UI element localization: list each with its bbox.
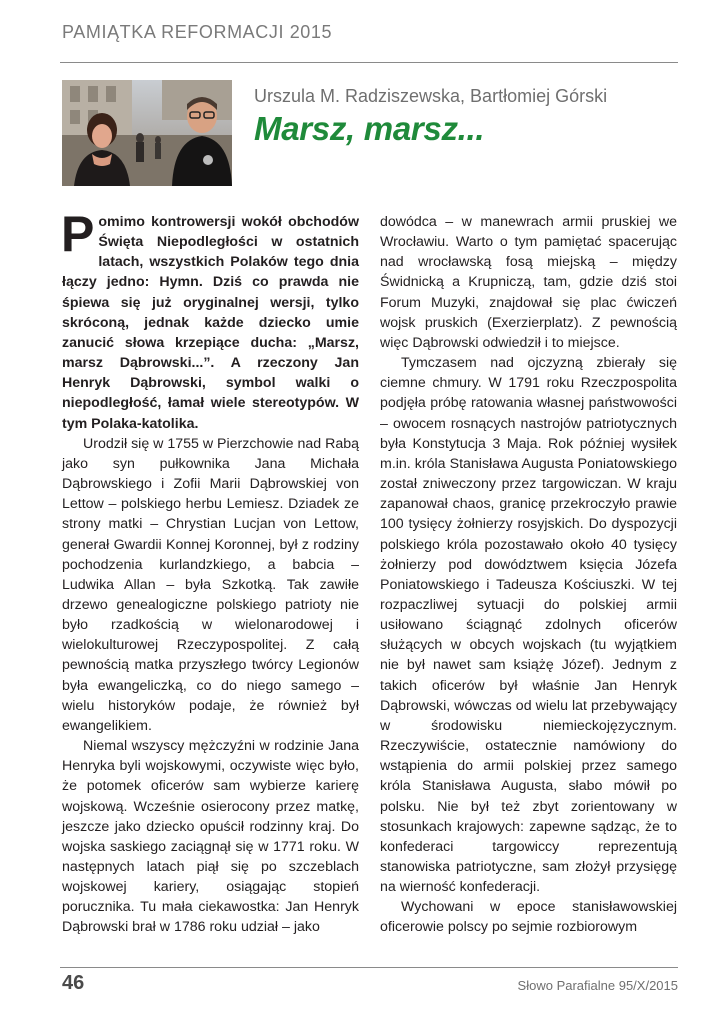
lead-paragraph: [61, 206, 359, 434]
body-paragraph: Tymczasem nad ojczyzną zbierały się ciemne chmury. W 1791 roku Rzeczpospolita podjęła próbę ratowania własnej państwowości – owocem rosnących nastrojów patriotycznych była Konstytucja 3 Maja. Rok później wysiłek m.in. króla Stanisława Augusta Poniatowskiego został zniweczony przez targowiczan. W kraju zapanował chaos, granicę przekroczyło prawie 100 tysięcy żołnierzy rosyjskich. Do dyspozycji polskiego króla pozostawało około 40 tysięcy żołnierzy pod dowództwem księcia Józefa Poniatowskiego i Tadeusza Kościuszki. W tej rozpaczliwej sytuacji do polskiej armii usiłowano ściągnąć zdolnych oficerów służących w obcych wojskach (tu wyjątkiem nie był nawet sam książę Józef). Jednym z takich oficerów był właśnie Jan Henryk Dąbrowski, wówczas od wielu lat przebywający w środowisku niemieckojęzycznym. Rzeczywiście, ostatecznie namówiony do wstąpienia do armii polskiej przez samego króla Stanisława Augusta, słabo mówił po polsku. Nie był też zbyt zorientowany w stosunkach krajowych: zapewne sądząc, że to konfederaci targowiccy reprezentują stanowiska patriotyczne, sam złożył przysięgę na wierność konfederacji.: [380, 355, 677, 896]
authors-photo: [62, 80, 232, 186]
lead-text: omimo kontrowersji wokół obchodów Święta Niepodległości w ostatnich latach, wszystkich Polaków tego dnia łączy jedno: Hymn. Dziś co prawda nie śpiewa się już oryginalnej wersji, tylko skróconą, jednak każde dziecko umie zanucić słowa krzepiące ducha: „Marsz, marsz Dąbrowski...”. A rzeczony Jan Henryk Dąbrowski, symbol walki o niepodległość, łamał wiele stereotypów. W tym Polaka-katolika.: [62, 214, 359, 432]
drop-cap: P: [61, 206, 95, 262]
article-authors: Urszula M. Radziszewska, Bartłomiej Górski: [254, 86, 608, 106]
header-rule: [60, 62, 678, 63]
body-paragraph: dowódca – w manewrach armii pruskiej we Wrocławiu. Warto o tym pamiętać spacerując nad wrocławską fosą miejską – między Świdnicką a Krupniczą, tam, gdzie dziś stoi Forum Muzyki, znajdował się plac ćwiczeń wojsk pruskich (Exerzierplatz). Z pewnością więc Dąbrowski odwiedził i to miejsce.: [380, 214, 677, 351]
footer-source: Słowo Parafialne 95/X/2015: [517, 978, 678, 993]
right-column: [380, 212, 677, 938]
body-paragraph: Niemal wszyscy mężczyźni w rodzinie Jana Henryka byli wojskowymi, oczywiste więc było, że potomek oficerów sam wybierze karierę wojskową. Wcześnie osierocony przez matkę, jeszcze jako dziecko opuścił rodzinny kraj. Do wojska saskiego zaciągnął się w 1771 roku. W następnych latach piął się po szczeblach wojskowej kariery, osiągając stopień porucznika. Tu mała ciekawostka: Jan Henryk Dąbrowski brał w 1786 roku udział – jako: [62, 738, 359, 936]
left-column: [61, 206, 360, 938]
page-number: 46: [62, 972, 85, 994]
article-title: Marsz, marsz...: [254, 110, 485, 147]
footer-rule: [60, 967, 678, 968]
header-title: PAMIĄTKA REFORMACJI 2015: [62, 22, 333, 42]
body-paragraph: Urodził się w 1755 w Pierzchowie nad Rabą jako syn pułkownika Jana Michała Dąbrowskiego i Zofii Marii Dąbrowskiej von Lettow – polskiego herbu Lemiesz. Dziadek ze strony matki – Chrystian Lucjan von Lettow, generał Gwardii Konnej Koronnej, był z rodziny pochodzenia kurlandzkiego, a babcia – Ludwika Allan – była Szkotką. Tak zawiłe drzewo genealogiczne polskiego patrioty nie było rzadkością w wielonarodowej i wielokulturowej Rzeczypospolitej. Z całą pewnością matka przyszłego twórcy Legionów była ewangeliczką, co do niego samego – wielu historyków podaje, że również był ewangelikiem.: [62, 435, 360, 734]
body-paragraph: Wychowani w epoce stanisławowskiej oficerowie polscy po sejmie rozbiorowym: [380, 899, 677, 936]
